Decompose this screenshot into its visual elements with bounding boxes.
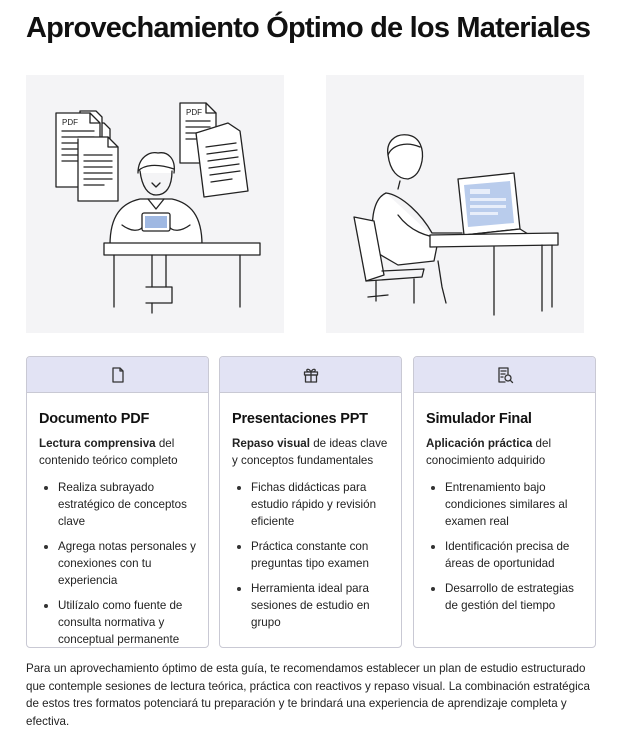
desk: [430, 233, 558, 315]
list-item: Desarrollo de estrategias de gestión del tiempo: [426, 580, 583, 614]
table: [104, 243, 260, 313]
list-item: Entrenamiento bajo condiciones similares al examen real: [426, 479, 583, 530]
card-header: [27, 357, 208, 393]
list-item: Identificación precisa de áreas de oportunidad: [426, 538, 583, 572]
card-presentaciones-ppt: [219, 356, 402, 648]
card-header: [414, 357, 595, 393]
card-header: [220, 357, 401, 393]
card-points: [39, 479, 196, 648]
card-simulador-final: [413, 356, 596, 648]
gift-icon: [302, 366, 320, 384]
list-item: Realiza subrayado estratégico de conceptos clave: [39, 479, 196, 530]
document-icon: [109, 366, 127, 384]
laptop-illustration: [326, 75, 584, 333]
card-title: Simulador Final: [426, 411, 532, 427]
card-description: Lectura comprensiva del contenido teórico completo: [39, 437, 178, 467]
card-description: Repaso visual de ideas clave y conceptos fundamentales: [232, 437, 388, 467]
card-points: [426, 479, 583, 614]
card-title: Documento PDF: [39, 411, 150, 427]
card-points: [232, 479, 389, 631]
reading-illustration: [26, 75, 284, 333]
card-documento-pdf: [26, 356, 209, 648]
list-item: Fichas didácticas para estudio rápido y revisión eficiente: [232, 479, 389, 530]
list-item: Utilízalo como fuente de consulta normativa y conceptual permanente: [39, 597, 196, 648]
list-item: Agrega notas personales y conexiones con tu experiencia: [39, 538, 196, 589]
card-description: Aplicación práctica del conocimiento adquirido: [426, 437, 552, 467]
page-title: Aprovechamiento Óptimo de los Materiales: [26, 12, 591, 44]
list-item: Herramienta ideal para sesiones de estudio en grupo: [232, 580, 389, 631]
person-reading: [110, 153, 202, 245]
card-title: Presentaciones PPT: [232, 411, 368, 427]
list-item: Práctica constante con preguntas tipo examen: [232, 538, 389, 572]
footer-paragraph: Para un aprovechamiento óptimo de esta guía, te recomendamos establecer un plan de estudio estructurado que contemple sesiones de lectura teórica, práctica con reactivos y repaso visual. La combinación estratégica de estos tres formatos potenciará tu preparación y te brindará una experiencia de aprendizaje completa y efectiva.: [26, 662, 590, 728]
document-search-icon: [496, 366, 514, 384]
pdf-document-right: [180, 103, 248, 197]
pdf-label-left: PDF: [62, 118, 78, 127]
pdf-label-right: PDF: [186, 108, 202, 117]
